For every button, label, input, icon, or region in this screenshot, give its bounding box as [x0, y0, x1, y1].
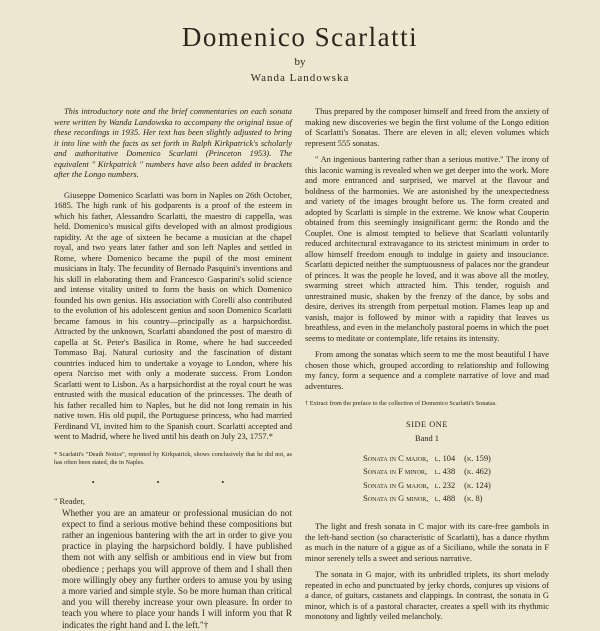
- byline-author: Wanda Landowska: [250, 72, 350, 84]
- sonata-title: Sonata in G major,: [363, 480, 429, 490]
- band-heading: Band 1: [415, 433, 439, 443]
- preface-footnote: † Extract from the preface to the collection of Domenico Scarlatti's Sonatas.: [305, 400, 497, 407]
- sonata-row: [360, 452, 494, 466]
- sonata-longo: l. 104: [434, 453, 456, 463]
- sonata-title: Sonata in G minor,: [363, 494, 429, 503]
- reader-heading: " Reader,: [54, 497, 85, 506]
- page-title: Domenico Scarlatti: [181, 22, 419, 52]
- g-major-commentary: The sonata in G major, with its unbridled triplets, its short melody repeated in echo and punctuated by jerky chords, conjures up visions of a dance, of guitars, castanets and clappings. In contrast, the sonata in G minor, which is of a pastoral character, creates a spell with its rhythmic monotony and lightly veiled melancholy.: [305, 570, 549, 621]
- intro-paragraph: This introductory note and the brief commentaries on each sonata were written by Wanda Landowska to accompany the original issue of these recordings in 1935. Her text has been slightly adjusted to bring it into line with the facts as set forth in Ralph Kirkpatrick's scholarly and authoritative Domenico Scarlatti (Princeton 1953). The equivalent " Kirkpatrick " numbers have also been added in brackets after the Longo numbers.: [54, 107, 292, 179]
- c-major-commentary: The light and fresh sonata in C major with its care-free gambols in the left-hand section (so characteristic of Scarlatti), has a dance rhythm as much in the nature of a gigue as of a Siciliano, while the sonata in F minor serenely tells a sweet and serious narrative.: [305, 522, 549, 563]
- reader-quote-text: Whether you are an amateur or professional musician do not expect to find a serious motive behind these compositions but rather an ingenious bantering with the art in order to give you practice in playing the harpsichord boldly. I have published them not with any selfish or ambitious end in view but from obedience ; perhaps you will approve of them and I shall then more willingly obey any further orders to amuse you by using a more varied and simple style. So be more human than critical and you will thereby increase your own pleasure. In order to teach you where to place your hands I will inform you that R indicates the right hand and L the left."†: [62, 507, 292, 630]
- sonata-kirkpatrick: (k. 124): [464, 480, 491, 490]
- bantering-paragraph: " An ingenious bantering rather than a serious motive." The irony of this laconic warning is revealed when we get deeper into the work. More and more entranced and surprised, we marvel at the flavour and boldness of the harmonies. We are astonished by the unexpectedness and variety of the images brought before us. The form created and adopted by Scarlatti is simple in the extreme. We know what Couperin obtained from this seemingly insignificant germ: the Rondo and the Couplet. One is almost tempted to believe that Scarlatti voluntarily reduced architectural extravagance to its strictest minimum in order to allow himself freedom enough to indulge in gaiety and insouciance. Scarlatti depicted neither the sumptuousness of palaces nor the grandeur of princes. It was the people he loved, and it was above all the motley, swarming street which attracted him. This tender, roguish and unrestrained music, shaken by the frenzy of the dance, by sobs and desire, derives its strength from perpetual motion. Flames leap up and vanish, major is followed by minor with a rapidity that leaves us breathless, and even in the melancholy pastoral poems in which the poet seems to meditate or contemplate, life retains its intensity.: [305, 155, 549, 343]
- sonata-row: [360, 466, 494, 480]
- sonata-longo: l. 438: [434, 467, 456, 476]
- sonata-row: [360, 493, 494, 507]
- sonata-longo: l. 232: [434, 480, 456, 490]
- section-divider: • • •: [91, 477, 255, 487]
- sonata-title: Sonata in F minor,: [363, 467, 428, 476]
- death-notice-footnote: * Scarlatti's "Death Notice", reprinted by Kirkpatrick, shows conclusively that he did not, as has often been stated, die in Naples.: [54, 450, 292, 466]
- sonata-title: Sonata in C major,: [363, 453, 429, 463]
- sonata-list: [360, 452, 494, 506]
- reader-quote: [54, 508, 292, 631]
- longo-edition-paragraph: Thus prepared by the composer himself and freed from the anxiety of making new discoveries we begin the first volume of the Longo edition of Scarlatti's Sonatas. There are eleven in all; eleven volumes which represent 555 sonatas.: [305, 107, 549, 148]
- right-column: [305, 107, 549, 623]
- sonata-row: [360, 479, 494, 493]
- sonata-kirkpatrick: (k. 462): [464, 467, 491, 476]
- sonata-kirkpatrick: (k. 159): [464, 453, 491, 463]
- sonata-longo: l. 488: [434, 494, 456, 503]
- left-column: [54, 107, 292, 631]
- selection-paragraph: From among the sonatas which seem to me the most beautiful I have chosen those which, grouped according to relationship and following my fancy, form a sequence and a complete narrative of love and mad adventures.: [305, 350, 549, 391]
- side-heading: SIDE ONE: [406, 420, 448, 429]
- biography-paragraph: Giuseppe Domenico Scarlatti was born in Naples on 26th October, 1685. The high rank of his godparents is a proof of the esteem in which his father, Alessandro Scarlatti, the maestro di cappella, was held. Domenico's musical gifts developed with an almost prodigious rapidity. At the age of sixteen he became a musician at the chapel royal, and two years later father and son left Naples and settled in Rome, where Domenico became the pupil of the most eminent musicians in Italy. The fecundity of Bernado Pasquini's inventions and his skill in elaborating them and Francesco Gasparini's solid science and intense vitality united to form the basis on which Domenico founded his own genius. His association with Corelli also contributed to the evolution of his adolescent genius and soon Domenico Scarlatti became famous in his country—principally as a harpsichordist. Attracted by the unknown, Scarlatti abandoned the post of maestro di capella at St. Peter's Basilica in Rome, where he had succeeded Tommaso Baj. Natural curiosity and the fascination of distant countries induced him to undertake a voyage to London, where his opera Narciso met with only a moderate success. From London Scarlatti went to Lisbon. As a harpsichordist at the royal court he was entrusted with the musical education of the princesses. The death of his father recalled him to Naples, but he did not long remain in his native town. His old pupil, the Portuguese princess, who had married Ferdinand VI, invited him to the Spanish court. Scarlatti accepted and went to Madrid, where he lived until his death on July 23, 1757.*: [54, 190, 292, 441]
- byline-by: by: [294, 56, 306, 68]
- sonata-kirkpatrick: (k. 8): [464, 494, 483, 503]
